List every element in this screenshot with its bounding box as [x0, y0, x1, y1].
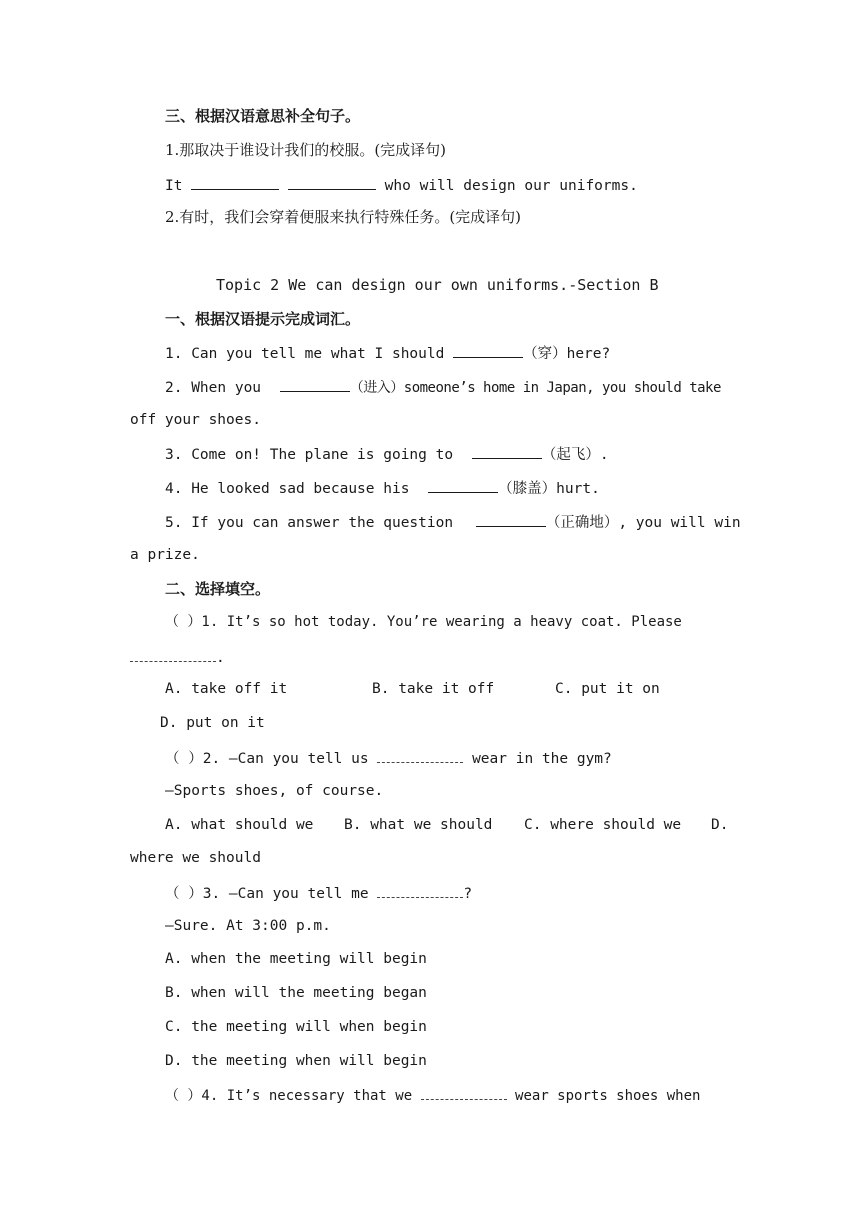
vocab-q5-text: 5. If you can answer the question [165, 515, 454, 531]
vocab-q2 [165, 376, 721, 396]
vocab-q1-hint: （穿）here? [523, 346, 611, 362]
part3-q1-start: It [165, 178, 183, 194]
choice-q1-option-a: A. take off it [165, 681, 288, 697]
choice-q3-text: （ ）3. —Can you tell me [165, 886, 369, 902]
answer-blank[interactable] [377, 882, 463, 898]
choice-q2-text-end: wear in the gym? [472, 751, 612, 767]
choice-q2-text: （ ）2. —Can you tell us [165, 751, 369, 767]
choice-q3-option-a: A. when the meeting will begin [165, 951, 427, 967]
choice-q4 [165, 1084, 700, 1104]
choice-q4-text-end: wear sports shoes when [515, 1088, 701, 1104]
choice-q3-answer: —Sure. At 3:00 p.m. [165, 918, 331, 934]
choice-q2-answer: —Sports shoes, of course. [165, 783, 384, 799]
choice-q1: （ ）1. It’s so hot today. You’re wearing a heavy coat. Please [165, 614, 682, 630]
vocab-q3-hint: （起飞）. [541, 447, 609, 463]
choice-q3-option-b: B. when will the meeting began [165, 985, 427, 1001]
choice-q2-option-b: B. what we should [344, 817, 493, 833]
vocab-q1 [165, 342, 610, 362]
vocab-q5-hint: （正确地）, you will win [545, 515, 741, 531]
vocab-q4-hint: （膝盖）hurt. [498, 481, 600, 497]
choice-q2 [165, 747, 612, 767]
vocab-q4-text: 4. He looked sad because his [165, 481, 410, 497]
choice-q1-option-b: B. take it off [372, 681, 495, 697]
vocab-q3 [165, 443, 609, 463]
answer-blank[interactable] [130, 646, 216, 662]
part3-q1-end: who will design our uniforms. [384, 178, 638, 194]
answer-blank[interactable] [472, 443, 542, 459]
vocab-q3-text: 3. Come on! The plane is going to [165, 447, 454, 463]
answer-blank[interactable] [453, 342, 523, 358]
choice-q2-option-d: where we should [130, 850, 261, 866]
vocab-q4 [165, 477, 600, 497]
vocab-q5 [165, 511, 741, 531]
part3-q1-english [165, 174, 638, 194]
vocab-q1-text: 1. Can you tell me what I should [165, 346, 445, 362]
part3-q1: 1.那取决于谁设计我们的校服。(完成译句) [165, 141, 447, 159]
answer-blank[interactable] [191, 174, 279, 190]
choice-q1-option-c: C. put it on [555, 681, 660, 697]
choice-q3-option-d: D. the meeting when will begin [165, 1053, 427, 1069]
choice-q3 [165, 882, 472, 902]
section-title: Topic 2 We can design our own uniforms.-Section B [216, 276, 659, 294]
answer-blank[interactable] [421, 1084, 507, 1100]
part3-q2: 2.有时，我们会穿着便服来执行特殊任务。(完成译句) [165, 208, 522, 226]
vocab-q2-hint: （进入）someone’s home in Japan, you should take [349, 380, 721, 396]
vocab-q2-cont: off your shoes. [130, 412, 261, 428]
answer-blank[interactable] [288, 174, 376, 190]
part2-heading: 二、选择填空。 [165, 580, 271, 598]
choice-q2-option-c: C. where should we [524, 817, 682, 833]
choice-q2-option-d-label: D. [711, 817, 729, 833]
vocab-q2-text: 2. When you [165, 380, 262, 396]
answer-blank[interactable] [476, 511, 546, 527]
choice-q3-qmark: ? [463, 886, 473, 902]
part1-heading: 一、根据汉语提示完成词汇。 [165, 310, 361, 328]
answer-blank[interactable] [377, 747, 463, 763]
choice-q3-option-c: C. the meeting will when begin [165, 1019, 427, 1035]
answer-blank[interactable] [428, 477, 498, 493]
choice-q1-period: . [216, 650, 225, 666]
choice-q1-cont [130, 646, 225, 666]
choice-q2-option-a: A. what should we [165, 817, 314, 833]
vocab-q5-cont: a prize. [130, 547, 200, 563]
choice-q1-option-d: D. put on it [160, 715, 265, 731]
choice-q4-text: （ ）4. It’s necessary that we [165, 1088, 413, 1104]
part3-heading: 三、根据汉语意思补全句子。 [165, 107, 361, 125]
answer-blank[interactable] [280, 376, 350, 392]
